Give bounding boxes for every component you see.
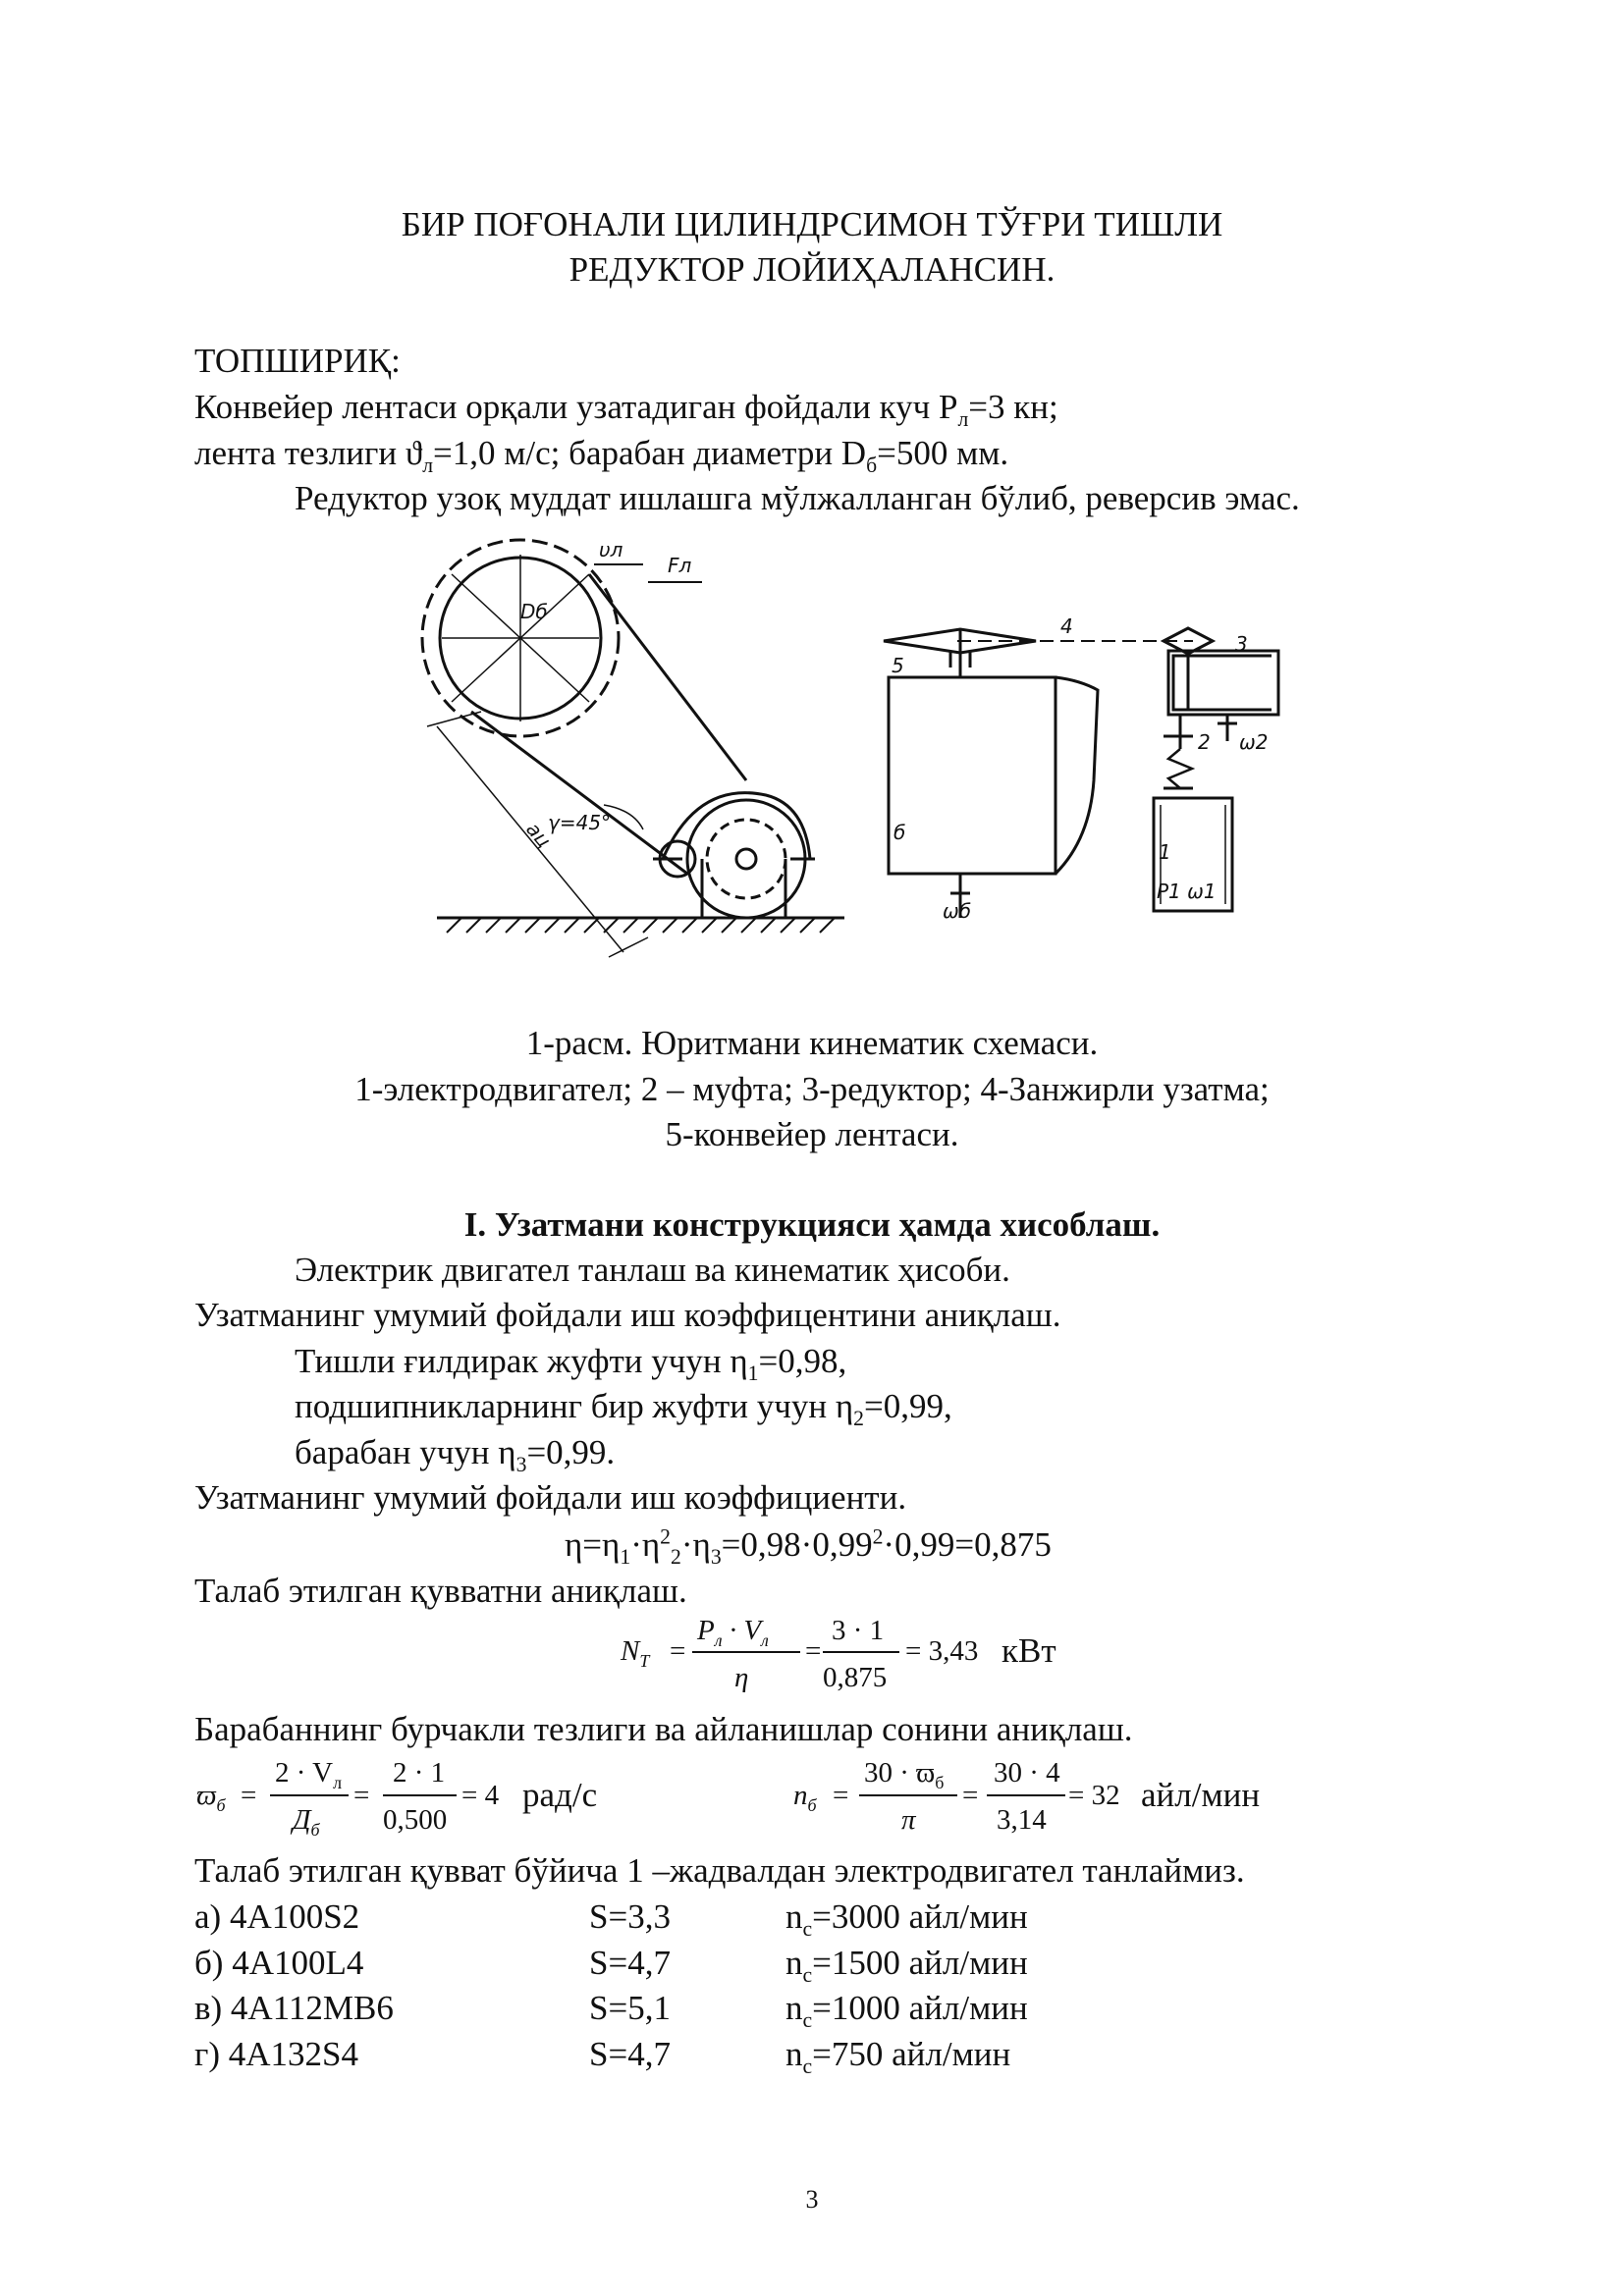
n-numerator: $30 \cdot ϖ_б$ (864, 1757, 945, 1792)
n-fraction-bar-1 (859, 1794, 957, 1796)
fig-label-a: aц (521, 817, 557, 853)
fig-label-3: 3 (1235, 632, 1248, 656)
omega-den-values: 0,500 (383, 1804, 448, 1836)
n-num-values: 30 · 4 (994, 1757, 1060, 1789)
power-result: = 3,43 (905, 1635, 979, 1667)
n-eq-sign-1: = (833, 1780, 849, 1811)
title-line-2: РЕДУКТОР ЛОЙИҲАЛАНСИН. (568, 250, 1056, 289)
reducer-box (1168, 651, 1278, 715)
eta3-line: барабан учун $\eta_3=0,99$. (295, 1433, 616, 1476)
fig-label-d: Dб (520, 600, 548, 623)
omega-fraction-bar-1 (270, 1794, 349, 1796)
motor-slip: S=5,1 (589, 1989, 671, 2027)
section-p5: Барабаннинг бурчакли тезлиги ва айланишлар сонини аниқлаш. (194, 1710, 1133, 1748)
fig-label-w2: ω2 (1239, 730, 1269, 754)
conveyor-drum-rect (889, 677, 1056, 874)
fig-label-gamma: γ=45° (548, 811, 612, 834)
omega-lhs: $ϖ_б$ (196, 1780, 226, 1815)
motor-speed: $n_с=750$ айл/мин (785, 2035, 1011, 2078)
motor-name: г) 4А132S4 (194, 2035, 359, 2073)
section-p4: Талаб этилган қувватни аниқлаш. (194, 1572, 687, 1610)
section-heading: I. Узатмани конструкцияси ҳамда хисоблаш. (463, 1205, 1161, 1244)
fig-label-4: 4 (1060, 614, 1073, 638)
n-den-values: 3,14 (997, 1804, 1047, 1836)
power-den-values: 0,875 (823, 1662, 888, 1693)
task-heading: ТОПШИРИҚ: (194, 342, 401, 380)
motor-name: а) 4А100S2 (194, 1897, 360, 1936)
kinematic-scheme-figure (442, 535, 1269, 967)
fig-label-p1w1: P1 ω1 (1157, 880, 1217, 903)
task-reducer-line: Редуктор узоқ муддат ишлашга мўлжалланган бўлиб, реверсив эмас. (295, 479, 1300, 517)
motor-slip: S=4,7 (589, 2035, 671, 2073)
motor-name: б) 4А100L4 (194, 1944, 364, 1982)
section-p1: Электрик двигател танлаш ва кинематик ҳисоби. (295, 1251, 1010, 1289)
section-p3: Узатманинг умумий фойдали иш коэффициенти. (194, 1478, 907, 1517)
motor-speed: $n_с=1000$ айл/мин (785, 1989, 1028, 2032)
power-numerator: $P_л \cdot V_л$ (697, 1615, 769, 1650)
omega-eq-sign-2: = (353, 1780, 370, 1811)
power-eq-sign-2: = (805, 1635, 822, 1667)
figure-caption: 1-расм. Юритмани кинематик схемаси. (525, 1024, 1099, 1062)
omega-num-values: 2 · 1 (393, 1757, 446, 1789)
omega-denominator: $Д_б$ (293, 1804, 320, 1840)
n-eq-sign-2: = (962, 1780, 979, 1811)
power-denominator: η (734, 1662, 749, 1693)
task-speed-line: лента тезлиги $ϑ_л=1,0$ м/с; барабан диаметри $D_б=500$ мм. (194, 434, 1009, 477)
fig-label-2: 2 (1198, 730, 1211, 754)
omega-numerator: $2 \cdot V_л$ (275, 1757, 343, 1792)
eta2-line: подшипникларнинг бир жуфти учун $\eta_2=0,99$, (295, 1387, 952, 1430)
figure-legend-line-2: 5-конвейер лентаси. (665, 1115, 959, 1153)
efficiency-equation: $\eta=\eta_1\cdot\eta^2_2\cdot\eta_3=0,98\cdot 0,99^2\cdot 0,99=0,875$ (565, 1524, 1052, 1569)
power-fraction-bar-1 (692, 1651, 800, 1653)
omega-unit: рад/с (522, 1776, 598, 1814)
title-line-1: БИР ПОҒОНАЛИ ЦИЛИНДРСИМОН ТЎҒРИ ТИШЛИ (401, 205, 1223, 243)
omega-fraction-bar-2 (383, 1794, 457, 1796)
section-p2: Узатманинг умумий фойдали иш коэффицентини аниқлаш. (194, 1296, 1061, 1334)
fig-label-6: б (893, 821, 906, 844)
page-number: 3 (805, 2185, 819, 2214)
figure-legend-line-1: 1-электродвигател; 2 – муфта; 3-редуктор; 4-Занжирли узатма; (354, 1070, 1270, 1108)
fig-label-v: υл (599, 538, 623, 561)
n-fraction-bar-2 (987, 1794, 1065, 1796)
sprocket-large-circle (687, 800, 805, 918)
task-force-line: Конвейер лентаси орқали узатадиган фойдали куч $Р_л=3$ кн; (194, 388, 1058, 431)
fig-label-1: 1 (1159, 840, 1171, 864)
fig-label-f: Fл (668, 554, 692, 577)
motor-slip: S=4,7 (589, 1944, 671, 1982)
power-num-values: 3 · 1 (832, 1615, 885, 1646)
fig-label-wb: ωб (943, 899, 972, 923)
power-lhs: $N_T$ (621, 1635, 650, 1671)
power-fraction-bar-2 (823, 1651, 899, 1653)
fig-label-5: 5 (892, 654, 904, 677)
n-result: = 32 (1068, 1780, 1120, 1811)
motor-name: в) 4А112МВ6 (194, 1989, 394, 2027)
motor-slip: S=3,3 (589, 1897, 671, 1936)
eta1-line: Тишли ғилдирак жуфти учун $\eta_1=0,98$, (295, 1342, 847, 1385)
motor-speed: $n_с=1500$ айл/мин (785, 1944, 1028, 1987)
power-eq-sign-1: = (670, 1635, 686, 1667)
section-p6: Талаб этилган қувват бўйича 1 –жадвалдан электродвигател танлаймиз. (194, 1851, 1245, 1890)
n-lhs: $n_б$ (793, 1780, 817, 1815)
omega-eq-sign-1: = (241, 1780, 257, 1811)
motor-speed: $n_с=3000$ айл/мин (785, 1897, 1028, 1941)
n-denominator: π (901, 1804, 916, 1836)
omega-result: = 4 (461, 1780, 500, 1811)
power-unit: кВт (1001, 1631, 1056, 1670)
n-unit: айл/мин (1141, 1776, 1261, 1814)
